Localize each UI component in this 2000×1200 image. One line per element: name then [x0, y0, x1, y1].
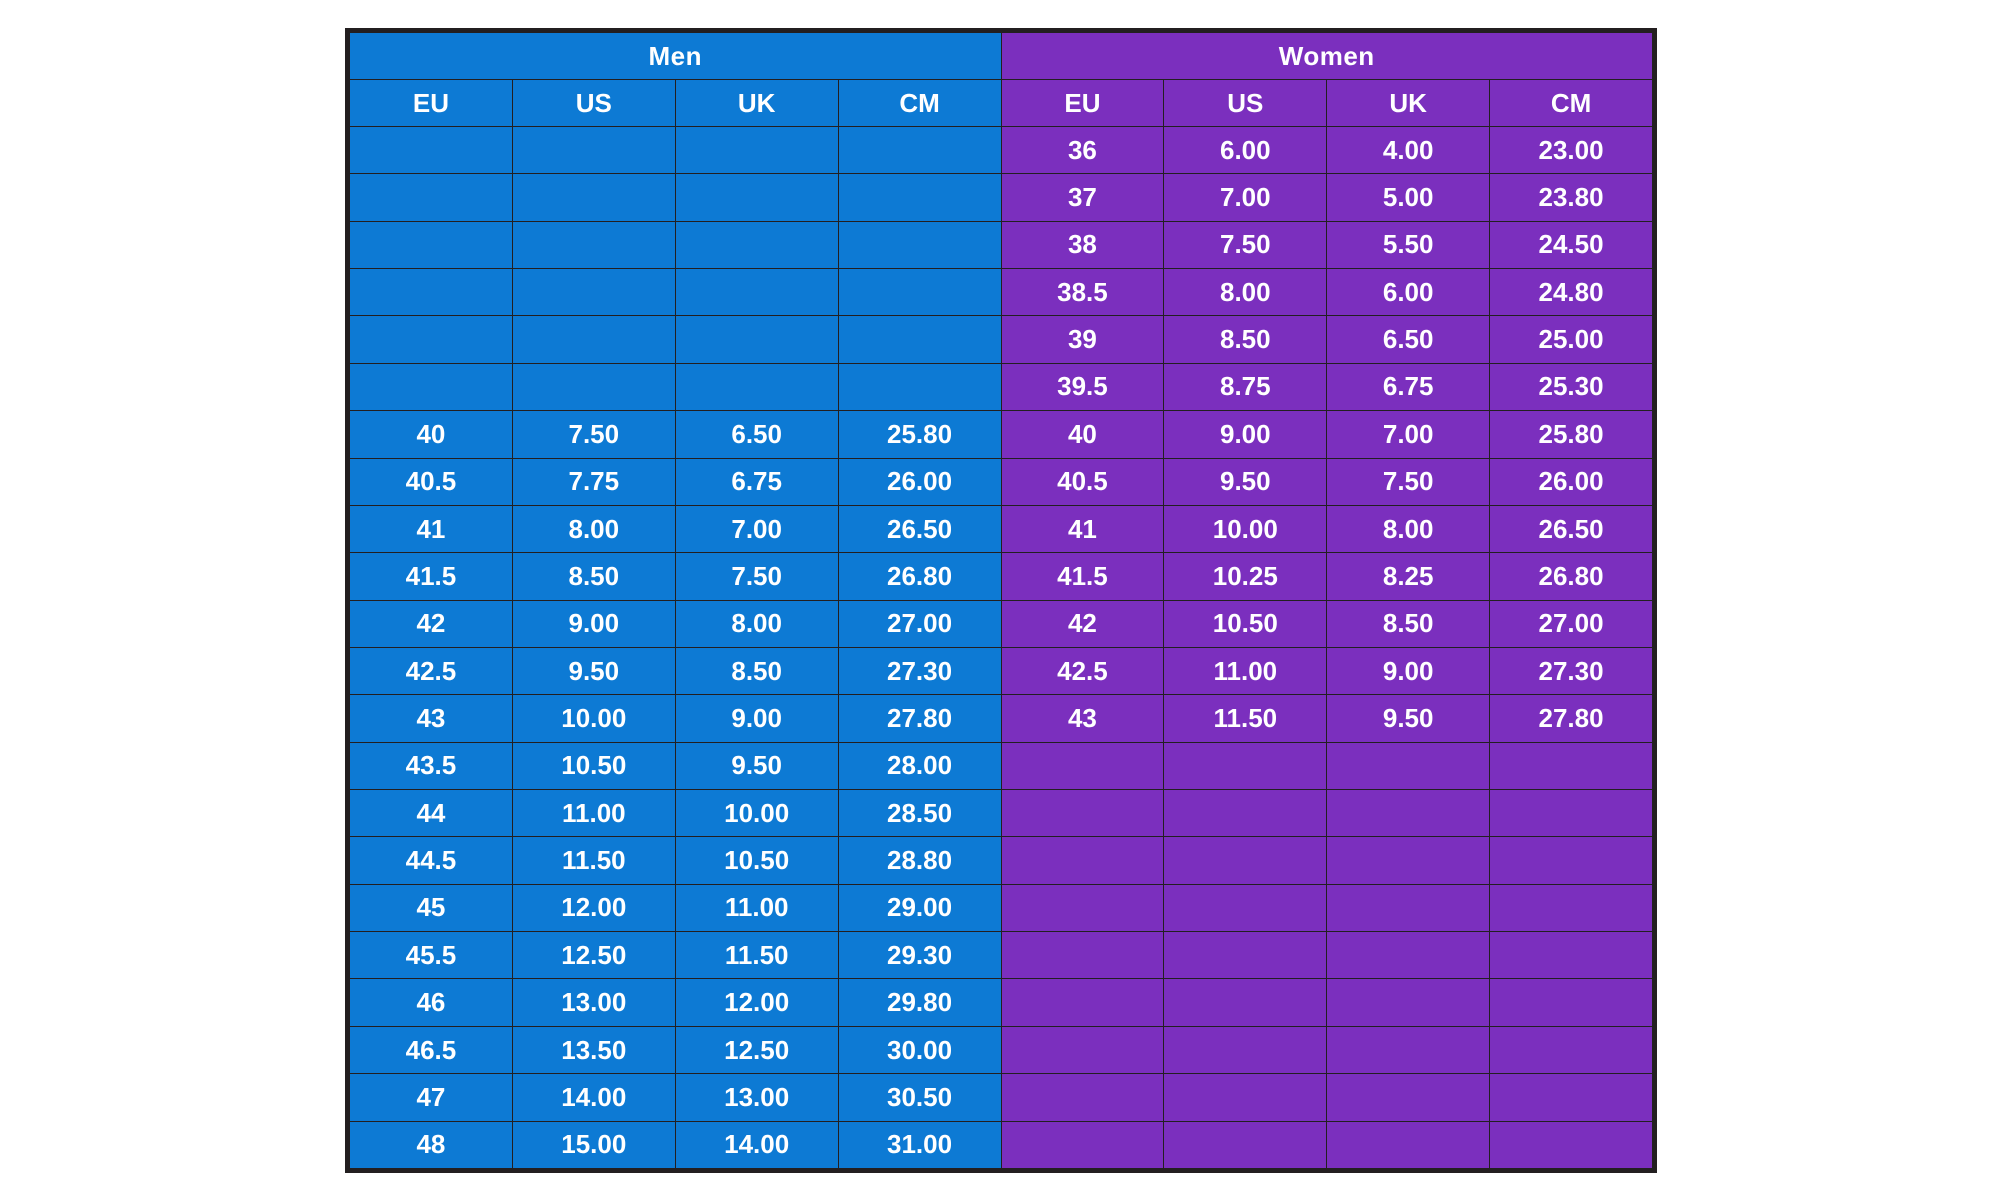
cell-men-uk: 8.00 — [675, 600, 838, 647]
cell-women-uk: 5.50 — [1327, 221, 1490, 268]
cell-women-uk: 6.50 — [1327, 316, 1490, 363]
cell-men-us: 10.50 — [512, 742, 675, 789]
cell-men-us: 12.00 — [512, 884, 675, 931]
cell-men-eu: 43 — [350, 695, 513, 742]
cell-women-us — [1164, 742, 1327, 789]
cell-women-eu: 42.5 — [1001, 647, 1164, 694]
cell-women-eu: 38 — [1001, 221, 1164, 268]
cell-men-cm: 26.00 — [838, 458, 1001, 505]
cell-men-eu: 45.5 — [350, 932, 513, 979]
table-row — [350, 505, 1653, 552]
cell-women-eu: 41 — [1001, 505, 1164, 552]
cell-men-eu: 44 — [350, 790, 513, 837]
cell-men-eu: 40.5 — [350, 458, 513, 505]
cell-men-uk: 11.00 — [675, 884, 838, 931]
cell-women-eu — [1001, 1074, 1164, 1121]
cell-women-uk: 6.75 — [1327, 363, 1490, 410]
cell-men-uk: 10.50 — [675, 837, 838, 884]
table-header — [350, 33, 1653, 127]
cell-men-cm — [838, 269, 1001, 316]
cell-women-us: 8.00 — [1164, 269, 1327, 316]
cell-men-cm: 28.00 — [838, 742, 1001, 789]
cell-women-cm: 24.80 — [1490, 269, 1653, 316]
cell-men-uk — [675, 127, 838, 174]
table-row — [350, 1121, 1653, 1168]
cell-women-uk: 7.50 — [1327, 458, 1490, 505]
cell-men-eu: 42 — [350, 600, 513, 647]
cell-men-uk: 10.00 — [675, 790, 838, 837]
cell-women-eu — [1001, 932, 1164, 979]
cell-women-us — [1164, 837, 1327, 884]
cell-men-cm: 30.00 — [838, 1026, 1001, 1073]
cell-women-uk: 4.00 — [1327, 127, 1490, 174]
cell-women-cm: 26.50 — [1490, 505, 1653, 552]
cell-women-eu — [1001, 742, 1164, 789]
cell-women-uk — [1327, 1121, 1490, 1168]
cell-women-eu — [1001, 979, 1164, 1026]
table-row — [350, 363, 1653, 410]
cell-men-eu: 44.5 — [350, 837, 513, 884]
cell-men-us: 9.50 — [512, 647, 675, 694]
cell-women-eu — [1001, 884, 1164, 931]
column-header-women-eu: EU — [1001, 80, 1164, 127]
table-row — [350, 932, 1653, 979]
cell-men-eu: 40 — [350, 411, 513, 458]
cell-men-us: 11.00 — [512, 790, 675, 837]
cell-women-cm — [1490, 790, 1653, 837]
cell-women-eu — [1001, 790, 1164, 837]
table-row — [350, 790, 1653, 837]
table-row — [350, 600, 1653, 647]
cell-men-uk — [675, 174, 838, 221]
cell-men-us — [512, 363, 675, 410]
cell-women-cm: 23.80 — [1490, 174, 1653, 221]
cell-women-eu: 38.5 — [1001, 269, 1164, 316]
cell-men-us: 15.00 — [512, 1121, 675, 1168]
cell-men-eu: 41 — [350, 505, 513, 552]
cell-women-us: 9.50 — [1164, 458, 1327, 505]
cell-women-eu — [1001, 1121, 1164, 1168]
cell-men-cm — [838, 174, 1001, 221]
cell-women-cm: 26.00 — [1490, 458, 1653, 505]
cell-women-us — [1164, 1121, 1327, 1168]
cell-men-cm — [838, 363, 1001, 410]
cell-men-eu — [350, 221, 513, 268]
cell-women-us — [1164, 790, 1327, 837]
cell-men-us: 13.00 — [512, 979, 675, 1026]
cell-men-us: 14.00 — [512, 1074, 675, 1121]
cell-women-eu: 39.5 — [1001, 363, 1164, 410]
size-conversion-table-container — [345, 28, 1657, 1173]
table-row — [350, 458, 1653, 505]
cell-men-cm: 29.80 — [838, 979, 1001, 1026]
cell-women-uk — [1327, 932, 1490, 979]
cell-men-uk: 11.50 — [675, 932, 838, 979]
cell-women-eu: 42 — [1001, 600, 1164, 647]
cell-men-eu: 46 — [350, 979, 513, 1026]
cell-women-us: 11.00 — [1164, 647, 1327, 694]
cell-women-uk: 9.00 — [1327, 647, 1490, 694]
table-row — [350, 979, 1653, 1026]
group-header-women: Women — [1001, 33, 1653, 80]
table-row — [350, 884, 1653, 931]
cell-men-cm: 31.00 — [838, 1121, 1001, 1168]
cell-women-us: 10.25 — [1164, 553, 1327, 600]
cell-women-cm — [1490, 1026, 1653, 1073]
cell-women-uk: 8.00 — [1327, 505, 1490, 552]
cell-women-us: 6.00 — [1164, 127, 1327, 174]
cell-women-us: 8.75 — [1164, 363, 1327, 410]
column-header-men-uk: UK — [675, 80, 838, 127]
cell-men-cm: 28.50 — [838, 790, 1001, 837]
cell-women-cm: 23.00 — [1490, 127, 1653, 174]
cell-men-uk: 8.50 — [675, 647, 838, 694]
cell-women-us — [1164, 884, 1327, 931]
cell-women-us — [1164, 1074, 1327, 1121]
cell-women-cm: 27.30 — [1490, 647, 1653, 694]
cell-men-us: 12.50 — [512, 932, 675, 979]
cell-women-uk — [1327, 1026, 1490, 1073]
table-row — [350, 269, 1653, 316]
cell-women-uk: 8.50 — [1327, 600, 1490, 647]
table-row — [350, 1026, 1653, 1073]
cell-men-uk: 9.00 — [675, 695, 838, 742]
cell-women-eu: 43 — [1001, 695, 1164, 742]
cell-men-uk — [675, 363, 838, 410]
cell-women-eu — [1001, 1026, 1164, 1073]
cell-men-eu — [350, 363, 513, 410]
cell-men-us: 11.50 — [512, 837, 675, 884]
cell-men-uk: 14.00 — [675, 1121, 838, 1168]
cell-women-eu: 40 — [1001, 411, 1164, 458]
cell-men-eu: 41.5 — [350, 553, 513, 600]
cell-men-eu — [350, 316, 513, 363]
cell-women-cm — [1490, 1074, 1653, 1121]
cell-men-eu — [350, 127, 513, 174]
cell-women-uk — [1327, 884, 1490, 931]
cell-women-uk — [1327, 837, 1490, 884]
cell-women-uk: 8.25 — [1327, 553, 1490, 600]
cell-men-uk: 12.00 — [675, 979, 838, 1026]
cell-men-eu: 42.5 — [350, 647, 513, 694]
cell-men-cm: 30.50 — [838, 1074, 1001, 1121]
cell-women-eu: 41.5 — [1001, 553, 1164, 600]
table-row — [350, 742, 1653, 789]
cell-women-eu — [1001, 837, 1164, 884]
cell-men-uk: 13.00 — [675, 1074, 838, 1121]
cell-men-eu — [350, 269, 513, 316]
cell-women-uk: 9.50 — [1327, 695, 1490, 742]
cell-men-uk: 6.75 — [675, 458, 838, 505]
cell-men-cm: 29.00 — [838, 884, 1001, 931]
column-header-men-cm: CM — [838, 80, 1001, 127]
table-row — [350, 221, 1653, 268]
cell-men-eu: 45 — [350, 884, 513, 931]
cell-men-us: 9.00 — [512, 600, 675, 647]
cell-women-cm: 27.00 — [1490, 600, 1653, 647]
cell-men-uk: 9.50 — [675, 742, 838, 789]
cell-men-uk — [675, 269, 838, 316]
cell-men-uk: 7.00 — [675, 505, 838, 552]
table-row — [350, 647, 1653, 694]
cell-women-cm — [1490, 979, 1653, 1026]
cell-men-cm: 25.80 — [838, 411, 1001, 458]
group-header-row — [350, 33, 1653, 80]
cell-women-us — [1164, 979, 1327, 1026]
cell-women-eu: 37 — [1001, 174, 1164, 221]
cell-women-us: 11.50 — [1164, 695, 1327, 742]
cell-men-us: 8.50 — [512, 553, 675, 600]
cell-men-eu: 47 — [350, 1074, 513, 1121]
cell-men-eu: 48 — [350, 1121, 513, 1168]
cell-men-cm: 27.80 — [838, 695, 1001, 742]
cell-women-cm: 24.50 — [1490, 221, 1653, 268]
cell-men-us — [512, 316, 675, 363]
cell-women-us — [1164, 932, 1327, 979]
cell-men-us — [512, 269, 675, 316]
column-header-women-us: US — [1164, 80, 1327, 127]
column-header-women-uk: UK — [1327, 80, 1490, 127]
table-row — [350, 127, 1653, 174]
size-conversion-table — [349, 32, 1653, 1169]
cell-men-cm: 27.00 — [838, 600, 1001, 647]
cell-men-eu: 46.5 — [350, 1026, 513, 1073]
cell-men-uk — [675, 316, 838, 363]
cell-men-us — [512, 221, 675, 268]
cell-women-us: 9.00 — [1164, 411, 1327, 458]
column-header-row — [350, 80, 1653, 127]
cell-men-us: 7.75 — [512, 458, 675, 505]
cell-women-cm — [1490, 884, 1653, 931]
cell-women-uk — [1327, 790, 1490, 837]
cell-women-uk — [1327, 742, 1490, 789]
cell-women-cm: 27.80 — [1490, 695, 1653, 742]
cell-men-us: 10.00 — [512, 695, 675, 742]
table-row — [350, 837, 1653, 884]
cell-men-us: 13.50 — [512, 1026, 675, 1073]
table-row — [350, 316, 1653, 363]
cell-women-eu: 40.5 — [1001, 458, 1164, 505]
cell-women-uk: 5.00 — [1327, 174, 1490, 221]
cell-men-us: 7.50 — [512, 411, 675, 458]
cell-women-cm — [1490, 1121, 1653, 1168]
table-body — [350, 127, 1653, 1169]
cell-men-cm: 29.30 — [838, 932, 1001, 979]
cell-women-cm: 26.80 — [1490, 553, 1653, 600]
cell-women-cm: 25.30 — [1490, 363, 1653, 410]
table-row — [350, 553, 1653, 600]
cell-men-cm — [838, 127, 1001, 174]
cell-men-eu: 43.5 — [350, 742, 513, 789]
table-row — [350, 411, 1653, 458]
cell-women-uk: 7.00 — [1327, 411, 1490, 458]
cell-women-us: 7.50 — [1164, 221, 1327, 268]
cell-women-cm: 25.80 — [1490, 411, 1653, 458]
cell-women-us — [1164, 1026, 1327, 1073]
cell-women-us: 8.50 — [1164, 316, 1327, 363]
cell-men-uk: 7.50 — [675, 553, 838, 600]
column-header-men-eu: EU — [350, 80, 513, 127]
cell-men-cm: 28.80 — [838, 837, 1001, 884]
cell-women-us: 7.00 — [1164, 174, 1327, 221]
table-row — [350, 1074, 1653, 1121]
cell-men-cm: 26.80 — [838, 553, 1001, 600]
table-row — [350, 695, 1653, 742]
cell-men-uk: 6.50 — [675, 411, 838, 458]
cell-women-us: 10.50 — [1164, 600, 1327, 647]
cell-men-us — [512, 174, 675, 221]
cell-men-cm — [838, 221, 1001, 268]
cell-women-cm — [1490, 837, 1653, 884]
cell-women-cm — [1490, 742, 1653, 789]
cell-men-eu — [350, 174, 513, 221]
cell-women-eu: 39 — [1001, 316, 1164, 363]
cell-women-us: 10.00 — [1164, 505, 1327, 552]
cell-men-us: 8.00 — [512, 505, 675, 552]
table-row — [350, 174, 1653, 221]
cell-women-cm: 25.00 — [1490, 316, 1653, 363]
cell-men-cm: 27.30 — [838, 647, 1001, 694]
cell-women-uk: 6.00 — [1327, 269, 1490, 316]
cell-women-eu: 36 — [1001, 127, 1164, 174]
cell-men-us — [512, 127, 675, 174]
cell-women-uk — [1327, 979, 1490, 1026]
column-header-men-us: US — [512, 80, 675, 127]
cell-men-cm: 26.50 — [838, 505, 1001, 552]
cell-women-cm — [1490, 932, 1653, 979]
column-header-women-cm: CM — [1490, 80, 1653, 127]
group-header-men: Men — [350, 33, 1002, 80]
cell-men-uk: 12.50 — [675, 1026, 838, 1073]
cell-men-cm — [838, 316, 1001, 363]
cell-men-uk — [675, 221, 838, 268]
cell-women-uk — [1327, 1074, 1490, 1121]
